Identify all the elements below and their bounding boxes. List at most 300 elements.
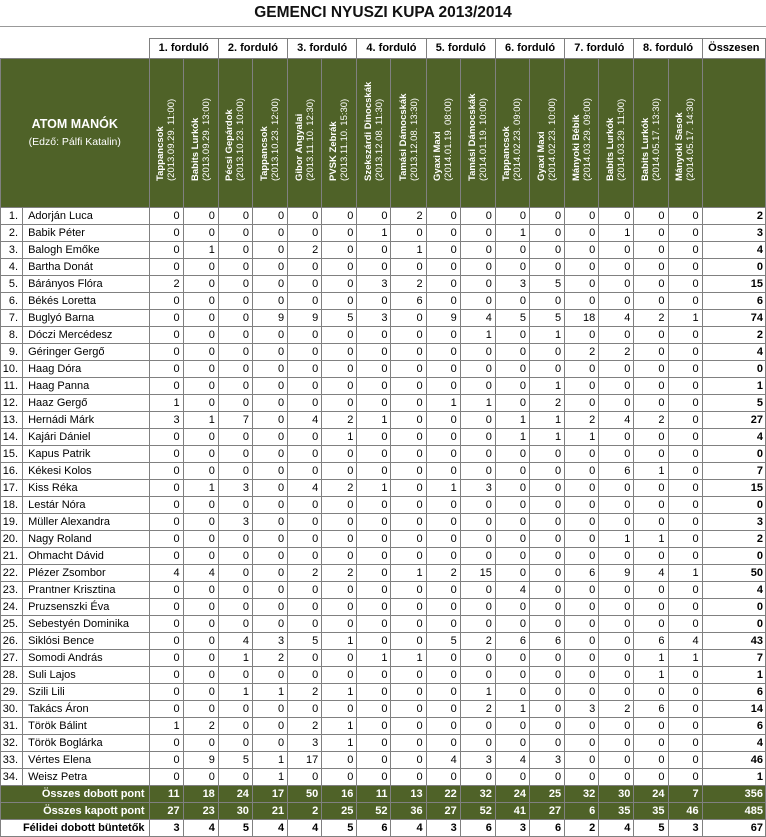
player-name: Müller Alexandra [23,514,149,531]
table-row [1,361,766,378]
points-cell: 0 [495,599,529,616]
points-cell: 0 [495,769,529,786]
points-cell: 0 [634,582,668,599]
points-cell: 0 [668,497,702,514]
points-cell: 0 [218,582,252,599]
points-cell: 0 [495,259,529,276]
player-total: 3 [702,514,765,531]
table-row [1,684,766,701]
points-cell: 0 [460,548,495,565]
points-cell: 0 [599,327,634,344]
player-total: 15 [702,276,765,293]
points-cell: 0 [218,531,252,548]
points-cell: 0 [599,718,634,735]
points-cell: 0 [599,429,634,446]
points-cell: 0 [322,463,357,480]
points-cell: 0 [322,327,357,344]
summary-cell: 7 [668,786,702,803]
player-name: Kékesi Kolos [23,463,149,480]
points-cell: 0 [599,752,634,769]
player-name: Török Bálint [23,718,149,735]
points-cell: 0 [634,361,668,378]
points-cell: 0 [495,378,529,395]
points-cell: 0 [426,531,460,548]
points-cell: 0 [634,293,668,310]
points-cell: 4 [288,412,322,429]
points-cell: 0 [149,259,183,276]
points-cell: 0 [218,310,252,327]
points-cell: 1 [322,633,357,650]
player-total: 0 [702,599,765,616]
player-name: Lestár Nóra [23,497,149,514]
points-cell: 0 [391,463,426,480]
points-cell: 0 [391,225,426,242]
points-cell: 0 [357,208,391,225]
points-cell: 0 [149,208,183,225]
points-cell: 0 [218,718,252,735]
points-cell: 0 [183,361,218,378]
points-cell: 0 [183,208,218,225]
points-cell: 1 [530,412,565,429]
points-cell: 0 [252,480,287,497]
summary-cell: 11 [357,786,391,803]
row-number: 34. [1,769,23,786]
points-cell: 0 [357,752,391,769]
points-cell: 1 [495,701,529,718]
player-name: Vértes Elena [23,752,149,769]
points-cell: 0 [149,599,183,616]
points-cell: 0 [252,565,287,582]
points-cell: 0 [252,514,287,531]
row-number: 28. [1,667,23,684]
points-cell: 0 [634,344,668,361]
points-cell: 0 [357,531,391,548]
player-total: 50 [702,565,765,582]
penalty-cell: 4 [288,820,322,837]
table-row [1,735,766,752]
points-cell: 0 [322,395,357,412]
points-cell: 0 [668,718,702,735]
points-cell: 0 [668,395,702,412]
points-cell: 0 [426,242,460,259]
points-cell: 0 [599,446,634,463]
player-total: 14 [702,701,765,718]
team-header [1,59,150,208]
points-cell: 0 [495,344,529,361]
table-row [1,225,766,242]
points-cell: 0 [218,293,252,310]
points-cell: 0 [252,701,287,718]
points-cell: 0 [668,429,702,446]
points-cell: 0 [288,531,322,548]
points-cell: 0 [460,242,495,259]
points-cell: 0 [288,327,322,344]
points-cell: 0 [530,293,565,310]
points-cell: 0 [183,395,218,412]
row-number: 23. [1,582,23,599]
points-cell: 0 [634,208,668,225]
match-date: (2013.12.08. 11:30) [373,98,385,181]
points-cell: 0 [391,310,426,327]
table-row [1,582,766,599]
points-cell: 0 [183,650,218,667]
points-cell: 1 [357,480,391,497]
player-name: Pruzsenszki Éva [23,599,149,616]
points-cell: 5 [322,310,357,327]
points-cell: 0 [218,225,252,242]
points-cell: 2 [149,276,183,293]
points-cell: 0 [426,650,460,667]
round-header-row [1,39,766,59]
points-cell: 0 [565,599,599,616]
player-name: Haag Dóra [23,361,149,378]
player-total: 7 [702,463,765,480]
points-cell: 0 [495,293,529,310]
match-header [149,59,183,208]
match-date: (2014.03.29. 11:00) [616,98,628,181]
points-cell: 1 [426,480,460,497]
points-cell: 0 [460,344,495,361]
points-cell: 2 [565,412,599,429]
points-cell: 3 [530,752,565,769]
match-label [398,94,420,182]
points-cell: 1 [391,650,426,667]
points-cell: 1 [426,395,460,412]
points-cell: 0 [565,548,599,565]
points-cell: 0 [288,548,322,565]
table-row [1,412,766,429]
points-cell: 2 [288,565,322,582]
match-label [259,98,281,181]
table-row [1,344,766,361]
points-cell: 1 [530,429,565,446]
row-number: 20. [1,531,23,548]
row-number: 24. [1,599,23,616]
points-cell: 1 [460,684,495,701]
player-total: 4 [702,429,765,446]
penalty-cell: 2 [565,820,599,837]
points-cell: 0 [252,276,287,293]
points-cell: 0 [634,378,668,395]
summary-cell: 35 [599,803,634,820]
points-cell: 0 [357,429,391,446]
points-cell: 0 [183,514,218,531]
points-cell: 1 [634,650,668,667]
opponent-name: Gyaxi Maxi [536,131,548,181]
points-cell: 0 [322,378,357,395]
points-cell: 0 [668,701,702,718]
player-total: 6 [702,293,765,310]
points-cell: 0 [391,378,426,395]
match-header [183,59,218,208]
summary-total: 356 [702,786,765,803]
points-cell: 0 [218,395,252,412]
player-name: Haaz Gergő [23,395,149,412]
points-cell: 0 [183,446,218,463]
points-cell: 0 [391,633,426,650]
points-cell: 1 [357,650,391,667]
points-cell: 5 [288,633,322,650]
points-cell: 0 [565,616,599,633]
points-cell: 0 [149,684,183,701]
points-cell: 0 [668,480,702,497]
points-cell: 0 [495,361,529,378]
points-cell: 0 [426,667,460,684]
points-cell: 0 [668,446,702,463]
table-row [1,769,766,786]
row-number: 8. [1,327,23,344]
points-cell: 0 [634,395,668,412]
player-name: Szili Lili [23,684,149,701]
match-header [357,59,391,208]
match-header [530,59,565,208]
points-cell: 6 [495,633,529,650]
points-cell: 6 [599,463,634,480]
points-cell: 0 [357,582,391,599]
points-cell: 5 [530,276,565,293]
points-cell: 0 [668,667,702,684]
points-cell: 0 [218,497,252,514]
points-cell: 0 [460,531,495,548]
points-cell: 0 [634,735,668,752]
player-total: 1 [702,769,765,786]
points-cell: 0 [357,497,391,514]
points-cell: 0 [530,667,565,684]
points-cell: 0 [322,701,357,718]
points-cell: 0 [357,344,391,361]
points-cell: 0 [357,735,391,752]
row-number: 18. [1,497,23,514]
points-cell: 0 [391,344,426,361]
match-header [252,59,287,208]
points-cell: 1 [149,718,183,735]
points-cell: 4 [599,412,634,429]
points-cell: 0 [565,259,599,276]
points-cell: 0 [149,480,183,497]
player-total: 5 [702,395,765,412]
points-cell: 0 [252,735,287,752]
points-cell: 0 [495,565,529,582]
points-cell: 3 [460,480,495,497]
penalty-cell: 3 [149,820,183,837]
points-cell: 15 [460,565,495,582]
points-cell: 0 [218,259,252,276]
points-cell: 0 [565,531,599,548]
row-number: 11. [1,378,23,395]
summary-cell: 50 [288,786,322,803]
points-cell: 0 [668,514,702,531]
points-cell: 0 [668,548,702,565]
points-cell: 0 [149,548,183,565]
points-cell: 0 [530,599,565,616]
points-cell: 0 [495,667,529,684]
points-cell: 0 [495,480,529,497]
row-number: 7. [1,310,23,327]
summary-cell: 25 [322,803,357,820]
points-cell: 0 [322,769,357,786]
points-cell: 0 [599,514,634,531]
penalty-cell: 6 [460,820,495,837]
points-cell: 0 [252,548,287,565]
points-cell: 0 [426,378,460,395]
points-cell: 0 [357,548,391,565]
points-cell: 0 [357,395,391,412]
table-row [1,514,766,531]
points-cell: 2 [426,565,460,582]
points-cell: 0 [288,293,322,310]
points-cell: 0 [495,548,529,565]
penalty-row [1,820,766,837]
points-cell: 0 [460,463,495,480]
match-header [218,59,252,208]
points-cell: 0 [530,650,565,667]
points-cell: 0 [426,208,460,225]
points-cell: 6 [565,565,599,582]
points-cell: 0 [252,378,287,395]
points-cell: 0 [391,327,426,344]
points-cell: 0 [599,616,634,633]
points-cell: 0 [495,718,529,735]
points-cell: 0 [288,276,322,293]
points-cell: 0 [426,701,460,718]
points-cell: 0 [218,276,252,293]
points-cell: 0 [530,446,565,463]
summary-cell: 24 [495,786,529,803]
points-cell: 0 [460,769,495,786]
points-cell: 0 [252,582,287,599]
points-cell: 0 [252,293,287,310]
points-cell: 2 [460,633,495,650]
points-cell: 0 [288,378,322,395]
points-cell: 0 [149,446,183,463]
points-cell: 2 [183,718,218,735]
points-cell: 0 [565,514,599,531]
points-cell: 0 [288,361,322,378]
points-cell: 0 [634,752,668,769]
table-row [1,293,766,310]
player-name: Weisz Petra [23,769,149,786]
row-number: 31. [1,718,23,735]
penalty-label: Félidei dobott büntetők [1,820,150,837]
points-cell: 0 [565,633,599,650]
points-cell: 0 [183,633,218,650]
points-cell: 0 [357,446,391,463]
points-cell: 0 [495,735,529,752]
points-cell: 0 [668,361,702,378]
points-cell: 0 [495,208,529,225]
points-cell: 0 [218,378,252,395]
points-cell: 0 [460,378,495,395]
points-cell: 1 [530,378,565,395]
points-cell: 0 [460,718,495,735]
points-cell: 1 [460,395,495,412]
opponent-name: Mányoki Sasok [674,112,686,181]
row-number: 1. [1,208,23,225]
table-row [1,752,766,769]
points-cell: 1 [599,225,634,242]
summary-cell: 30 [599,786,634,803]
points-cell: 0 [357,599,391,616]
points-cell: 0 [668,378,702,395]
player-name: Nagy Roland [23,531,149,548]
player-name: Haag Panna [23,378,149,395]
match-date: (2013.09.29. 11:00) [166,98,178,181]
round-header: 4. forduló [357,39,426,59]
points-cell: 0 [218,616,252,633]
penalty-cell: 3 [426,820,460,837]
points-cell: 5 [530,310,565,327]
points-cell: 0 [599,259,634,276]
points-cell: 0 [391,684,426,701]
row-number: 27. [1,650,23,667]
points-cell: 0 [322,259,357,276]
points-cell: 0 [183,378,218,395]
penalty-cell: 6 [357,820,391,837]
player-name: Dóczi Mercédesz [23,327,149,344]
player-name: Kajári Dániel [23,429,149,446]
match-date: (2014.02.23. 10:00) [547,98,559,181]
points-cell: 0 [391,361,426,378]
player-total: 0 [702,497,765,514]
points-cell: 6 [391,293,426,310]
match-label [224,98,246,181]
table-row [1,667,766,684]
points-cell: 0 [252,446,287,463]
player-total: 43 [702,633,765,650]
player-name: Ohmacht Dávid [23,548,149,565]
player-total: 2 [702,327,765,344]
player-total: 2 [702,208,765,225]
points-cell: 0 [460,361,495,378]
points-cell: 0 [565,480,599,497]
points-cell: 0 [495,616,529,633]
summary-row [1,786,766,803]
points-cell: 4 [634,565,668,582]
points-cell: 0 [668,582,702,599]
points-cell: 0 [495,650,529,667]
row-number: 22. [1,565,23,582]
points-cell: 0 [252,497,287,514]
points-cell: 0 [530,548,565,565]
opponent-name: PVSK Zebrák [328,121,340,181]
player-total: 6 [702,718,765,735]
points-cell: 0 [565,276,599,293]
points-cell: 0 [288,463,322,480]
points-cell: 0 [391,599,426,616]
points-cell: 0 [599,582,634,599]
player-name: Bartha Donát [23,259,149,276]
player-total: 46 [702,752,765,769]
points-cell: 1 [322,684,357,701]
points-cell: 0 [391,480,426,497]
table-row [1,327,766,344]
player-total: 2 [702,531,765,548]
penalty-cell: 6 [530,820,565,837]
table-row [1,548,766,565]
points-cell: 9 [599,565,634,582]
points-cell: 0 [565,446,599,463]
player-total: 1 [702,378,765,395]
points-cell: 0 [530,225,565,242]
points-cell: 0 [149,633,183,650]
match-header [426,59,460,208]
points-cell: 0 [599,667,634,684]
points-cell: 0 [634,616,668,633]
points-cell: 0 [288,667,322,684]
points-cell: 0 [183,259,218,276]
player-name: Siklósi Bence [23,633,149,650]
points-cell: 0 [391,667,426,684]
